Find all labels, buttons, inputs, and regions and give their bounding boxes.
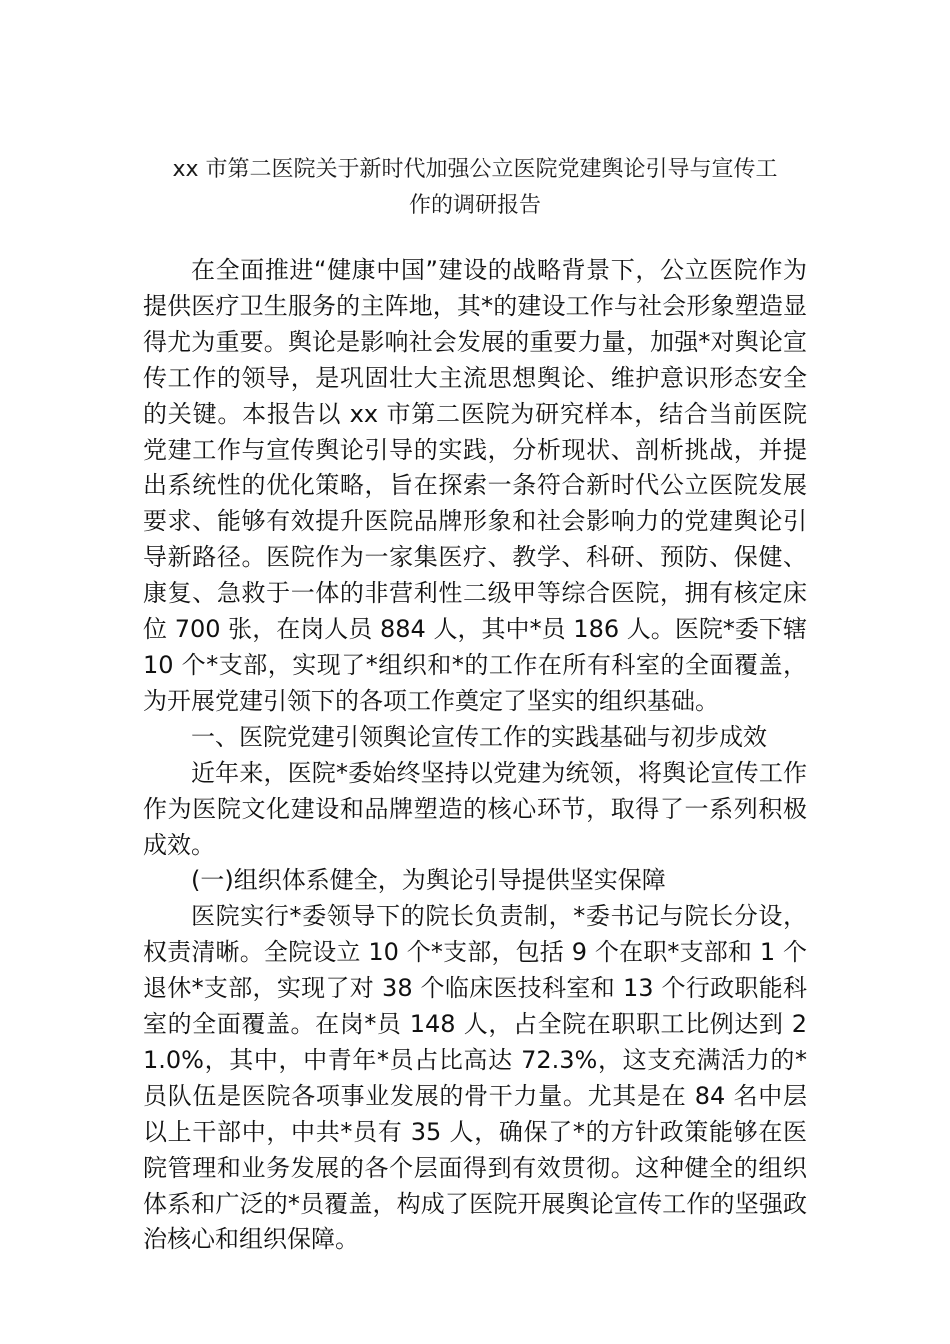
title-line-2: 作的调研报告 xyxy=(408,193,541,218)
document-body xyxy=(143,253,807,1258)
document-title xyxy=(140,152,810,224)
subsection-1-paragraph: 医院实行*委领导下的院长负责制，*委书记与院长分设，权责清晰。全院设立 10 个*支部，包括 9 个在职*支部和 1 个退休*支部，实现了对 38 个临床医技科室和 13 个行政职能科室的全面覆盖。在岗*员 148 人，占全院在职职工比例达到 21.0%，其中，中青年*员占比高达 72.3%，这支充满活力的*员队伍是医院各项事业发展的骨干力量。尤其是在 84 名中层以上干部中，中共*员有 35 人，确保了*的方针政策能够在医院管理和业务发展的各个层面得到有效贯彻。这种健全的组织体系和广泛的*员覆盖，构成了医院开展舆论宣传工作的坚强政治核心和组织保障。 xyxy=(143,902,807,1254)
title-line-1: xx 市第二医院关于新时代加强公立医院党建舆论引导与宣传工 xyxy=(172,157,778,182)
subsection-heading-1: (一)组织体系健全，为舆论引导提供坚实保障 xyxy=(191,866,666,895)
intro-paragraph: 在全面推进“健康中国”建设的战略背景下，公立医院作为提供医疗卫生服务的主阵地，其*的建设工作与社会形象塑造显得尤为重要。舆论是影响社会发展的重要力量，加强*对舆论宣传工作的领导，是巩固壮大主流思想舆论、维护意识形态安全的关键。本报告以 xx 市第二医院为研究样本，结合当前医院党建工作与宣传舆论引导的实践，分析现状、剖析挑战，并提出系统性的优化策略，旨在探索一条符合新时代公立医院发展要求、能够有效提升医院品牌形象和社会影响力的党建舆论引导新路径。医院作为一家集医疗、教学、科研、预防、保健、康复、急救于一体的非营利性二级甲等综合医院，拥有核定床位 700 张，在岗人员 884 人，其中*员 186 人。医院*委下辖 10 个*支部，实现了*组织和*的工作在所有科室的全面覆盖，为开展党建引领下的各项工作奠定了坚实的组织基础。 xyxy=(143,256,807,715)
section-1-paragraph: 近年来，医院*委始终坚持以党建为统领，将舆论宣传工作作为医院文化建设和品牌塑造的核心环节，取得了一系列积极成效。 xyxy=(143,758,807,859)
section-heading-1: 一、医院党建引领舆论宣传工作的实践基础与初步成效 xyxy=(191,722,767,751)
